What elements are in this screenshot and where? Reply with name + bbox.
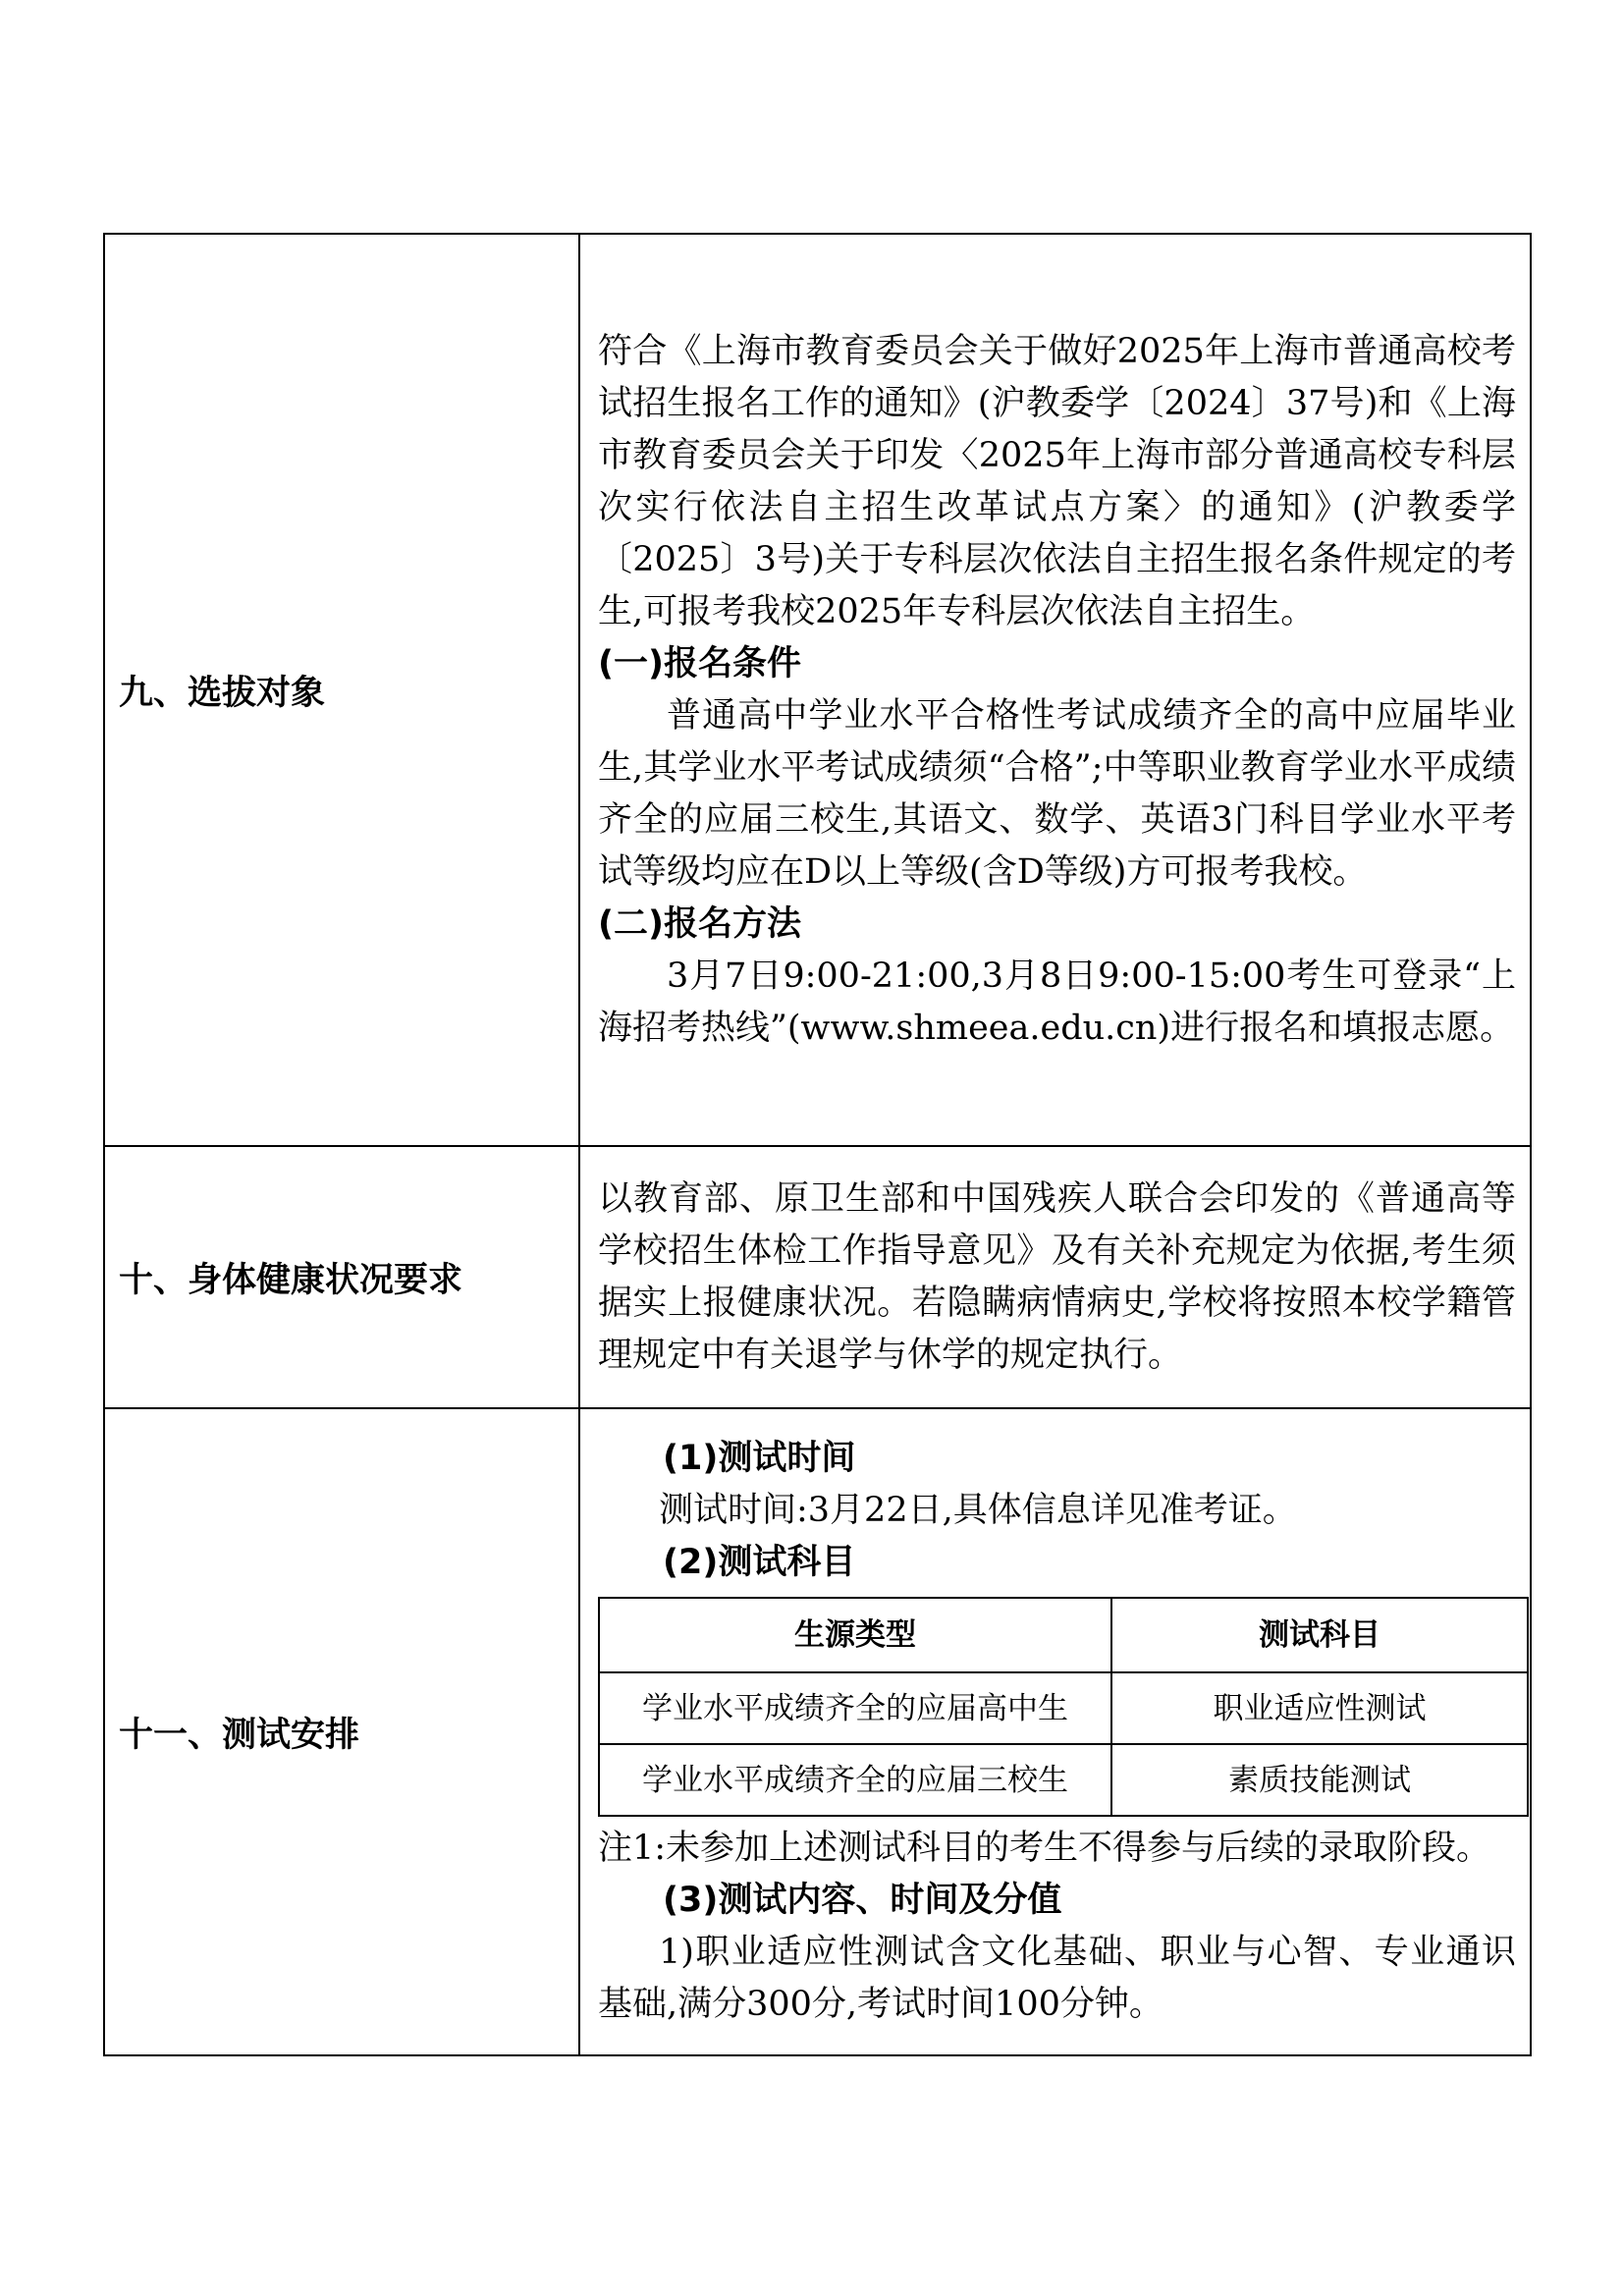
header-test-subject: 测试科目 <box>1111 1598 1528 1672</box>
header-source-type: 生源类型 <box>599 1598 1111 1672</box>
row-health-requirements <box>104 1146 1531 1408</box>
row-selection-target <box>104 234 1531 1146</box>
cell-source-type: 学业水平成绩齐全的应届高中生 <box>599 1672 1111 1744</box>
cell-test-subject: 素质技能测试 <box>1111 1744 1528 1816</box>
registration-conditions-text: 普通高中学业水平合格性考试成绩齐全的高中应届毕业生,其学业水平考试成绩须“合格”;中等职业教育学业水平成绩齐全的应届三校生,其语文、数学、英语3门科目学业水平考试等级均应在D以上等级(含D等级)方可报考我校。 <box>598 695 1516 892</box>
health-requirements-text: 以教育部、原卫生部和中国残疾人联合会印发的《普通高等学校招生体检工作指导意见》及有关补充规定为依据,考生须据实上报健康状况。若隐瞒病情病史,学校将按照本校学籍管理规定中有关退学与休学的规定执行。 <box>598 1178 1516 1375</box>
test-time-text: 测试时间:3月22日,具体信息详见准考证。 <box>659 1491 1297 1530</box>
test-subjects-header-row <box>599 1598 1528 1672</box>
test-content-text: 1)职业适应性测试含文化基础、职业与心智、专业通识基础,满分300分,考试时间100分钟。 <box>598 1933 1516 2024</box>
table-row <box>599 1672 1528 1744</box>
selection-intro-text: 符合《上海市教育委员会关于做好2025年上海市普通高校考试招生报名工作的通知》(沪教委学〔2024〕37号)和《上海市教育委员会关于印发〈2025年上海市部分普通高校专科层次实行依法自主招生改革试点方案〉的通知》(沪教委学〔2025〕3号)关于专科层次依法自主招生报名条件规定的考生,可报考我校2025年专科层次依法自主招生。 <box>598 331 1516 631</box>
table-row <box>599 1744 1528 1816</box>
test-time-heading: (1)测试时间 <box>663 1439 856 1478</box>
admission-info-table <box>103 233 1532 2056</box>
row-test-arrangement <box>104 1408 1531 2055</box>
row-label-health-requirements: 十、身体健康状况要求 <box>104 1146 579 1408</box>
registration-conditions-heading: (一)报名条件 <box>598 643 801 683</box>
cell-source-type: 学业水平成绩齐全的应届三校生 <box>599 1744 1111 1816</box>
row-label-selection-target: 九、选拔对象 <box>104 234 579 1146</box>
test-subjects-heading: (2)测试科目 <box>663 1543 856 1582</box>
test-subjects-table <box>598 1597 1529 1817</box>
row-content-test-arrangement <box>579 1408 1531 2055</box>
test-content-heading: (3)测试内容、时间及分值 <box>663 1881 1062 1920</box>
cell-test-subject: 职业适应性测试 <box>1111 1672 1528 1744</box>
row-content-selection-target <box>579 234 1531 1146</box>
registration-method-text: 3月7日9:00-21:00,3月8日9:00-15:00考生可登录“上海招考热线”(www.shmeea.edu.cn)进行报名和填报志愿。 <box>598 956 1516 1048</box>
row-content-health-requirements <box>579 1146 1531 1408</box>
registration-method-heading: (二)报名方法 <box>598 903 801 944</box>
row-label-test-arrangement: 十一、测试安排 <box>104 1408 579 2055</box>
test-note-text: 注1:未参加上述测试科目的考生不得参与后续的录取阶段。 <box>598 1829 1491 1868</box>
